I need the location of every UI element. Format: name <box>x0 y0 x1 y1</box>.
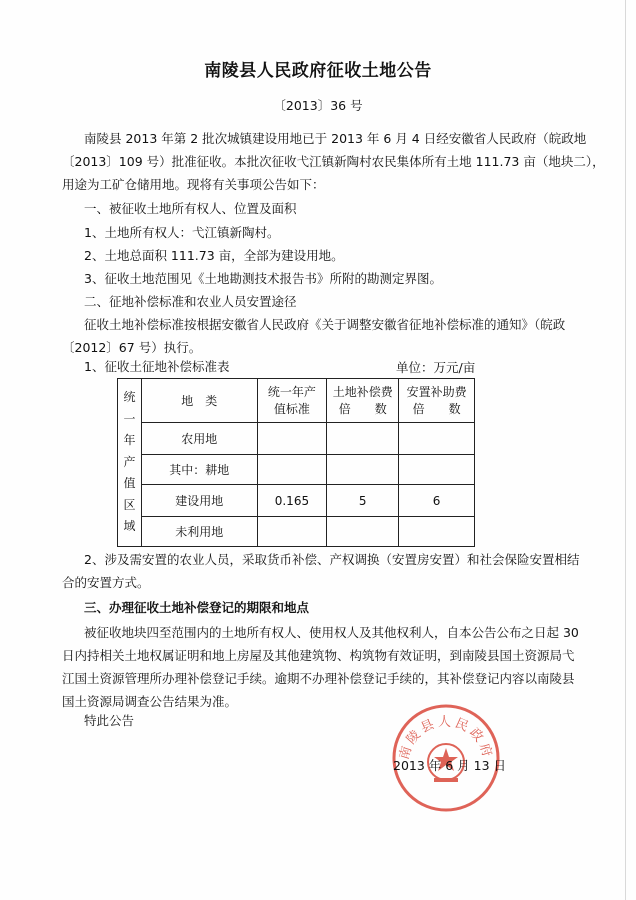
document-date: 2013 年 6 月 13 日 <box>393 758 507 773</box>
section2-heading: 二、征地补偿标准和农业人员安置途径 <box>84 294 297 309</box>
row-land-compensation <box>327 455 399 485</box>
region-char: 产 <box>123 454 136 469</box>
row-land-type: 其中：耕地 <box>141 455 257 485</box>
row-land-compensation <box>327 517 399 547</box>
row-land-type: 农用地 <box>141 423 257 455</box>
row-annual-output: 0.165 <box>257 485 327 517</box>
svg-text:南陵县人民政府: 南陵县人民政府 <box>396 715 496 762</box>
section2-item2-line-1: 2、涉及需安置的农业人员，采取货币补偿、产权调换（安置房安置）和社会保险安置相结 <box>84 552 580 567</box>
region-char: 域 <box>123 519 136 534</box>
row-annual-output <box>257 455 327 485</box>
intro-line-3: 用途为工矿仓储用地。现将有关事项公告如下： <box>62 177 325 192</box>
region-char: 一 <box>123 411 136 426</box>
section1-item-2: 2、土地总面积 111.73 亩，全部为建设用地。 <box>84 248 344 263</box>
header-annual-output: 统一年产 值标准 <box>257 379 327 423</box>
closing-text: 特此公告 <box>84 713 135 728</box>
intro-line-1: 南陵县 2013 年第 2 批次城镇建设用地已于 2013 年 6 月 4 日经安徽省人民政府（皖政地 <box>84 131 587 146</box>
section3-line-4: 国土资源局调查公告结果为准。 <box>62 694 238 709</box>
row-land-type: 未利用地 <box>141 517 257 547</box>
table-row <box>118 517 475 547</box>
row-land-type: 建设用地 <box>141 485 257 517</box>
section1-item-3: 3、征收土地范围见《土地勘测技术报告书》所附的勘测定界图。 <box>84 271 442 286</box>
section3-line-3: 江国土资源管理所办理补偿登记手续。逾期不办理补偿登记手续的，其补偿登记内容以南陵县 <box>62 671 575 686</box>
section3-heading: 三、办理征收土地补偿登记的期限和地点 <box>84 600 310 615</box>
table-caption: 1、征收土征地补偿标准表 <box>84 359 230 374</box>
region-char: 值 <box>123 476 136 491</box>
row-annual-output <box>257 517 327 547</box>
region-char: 年 <box>123 433 136 448</box>
row-land-compensation <box>327 423 399 455</box>
row-land-compensation: 5 <box>327 485 399 517</box>
region-label-cell <box>118 379 142 547</box>
table-row <box>118 455 475 485</box>
table-row <box>118 485 475 517</box>
table-unit: 单位：万元/亩 <box>396 360 476 375</box>
section1-item-1: 1、土地所有权人：弋江镇新陶村。 <box>84 225 280 240</box>
region-char: 区 <box>123 497 136 512</box>
row-resettlement-subsidy <box>399 423 475 455</box>
table-header-row <box>118 379 475 423</box>
scan-edge <box>625 0 626 900</box>
header-resettlement-subsidy: 安置补助费 倍 数 <box>399 379 475 423</box>
row-annual-output <box>257 423 327 455</box>
document-title: 南陵县人民政府征收土地公告 <box>204 61 432 81</box>
table-row <box>118 423 475 455</box>
section2-item2-line-2: 合的安置方式。 <box>62 575 150 590</box>
row-resettlement-subsidy <box>399 455 475 485</box>
row-resettlement-subsidy <box>399 517 475 547</box>
section1-heading: 一、被征收土地所有权人、位置及面积 <box>84 201 297 216</box>
compensation-table <box>117 378 475 547</box>
section2-para-line-2: 〔2012〕67 号）执行。 <box>62 340 202 355</box>
section3-line-1: 被征收地块四至范围内的土地所有权人、使用权人及其他权利人，自本公告公布之日起 30 <box>84 625 579 640</box>
header-land-compensation: 土地补偿费 倍 数 <box>327 379 399 423</box>
section3-line-2: 日内持相关土地权属证明和地上房屋及其他建筑物、构筑物有效证明，到南陵县国土资源局弋 <box>62 648 575 663</box>
header-land-type: 地 类 <box>141 379 257 423</box>
document-number: 〔2013〕36 号 <box>273 98 363 113</box>
intro-line-2: 〔2013〕109 号）批准征收。本批次征收弋江镇新陶村农民集体所有土地 111.73 亩（地块二）， <box>62 154 605 169</box>
section2-para-line-1: 征收土地补偿标准按根据安徽省人民政府《关于调整安徽省征地补偿标准的通知》（皖政 <box>84 317 566 332</box>
region-char: 统 <box>123 390 136 405</box>
row-resettlement-subsidy: 6 <box>399 485 475 517</box>
